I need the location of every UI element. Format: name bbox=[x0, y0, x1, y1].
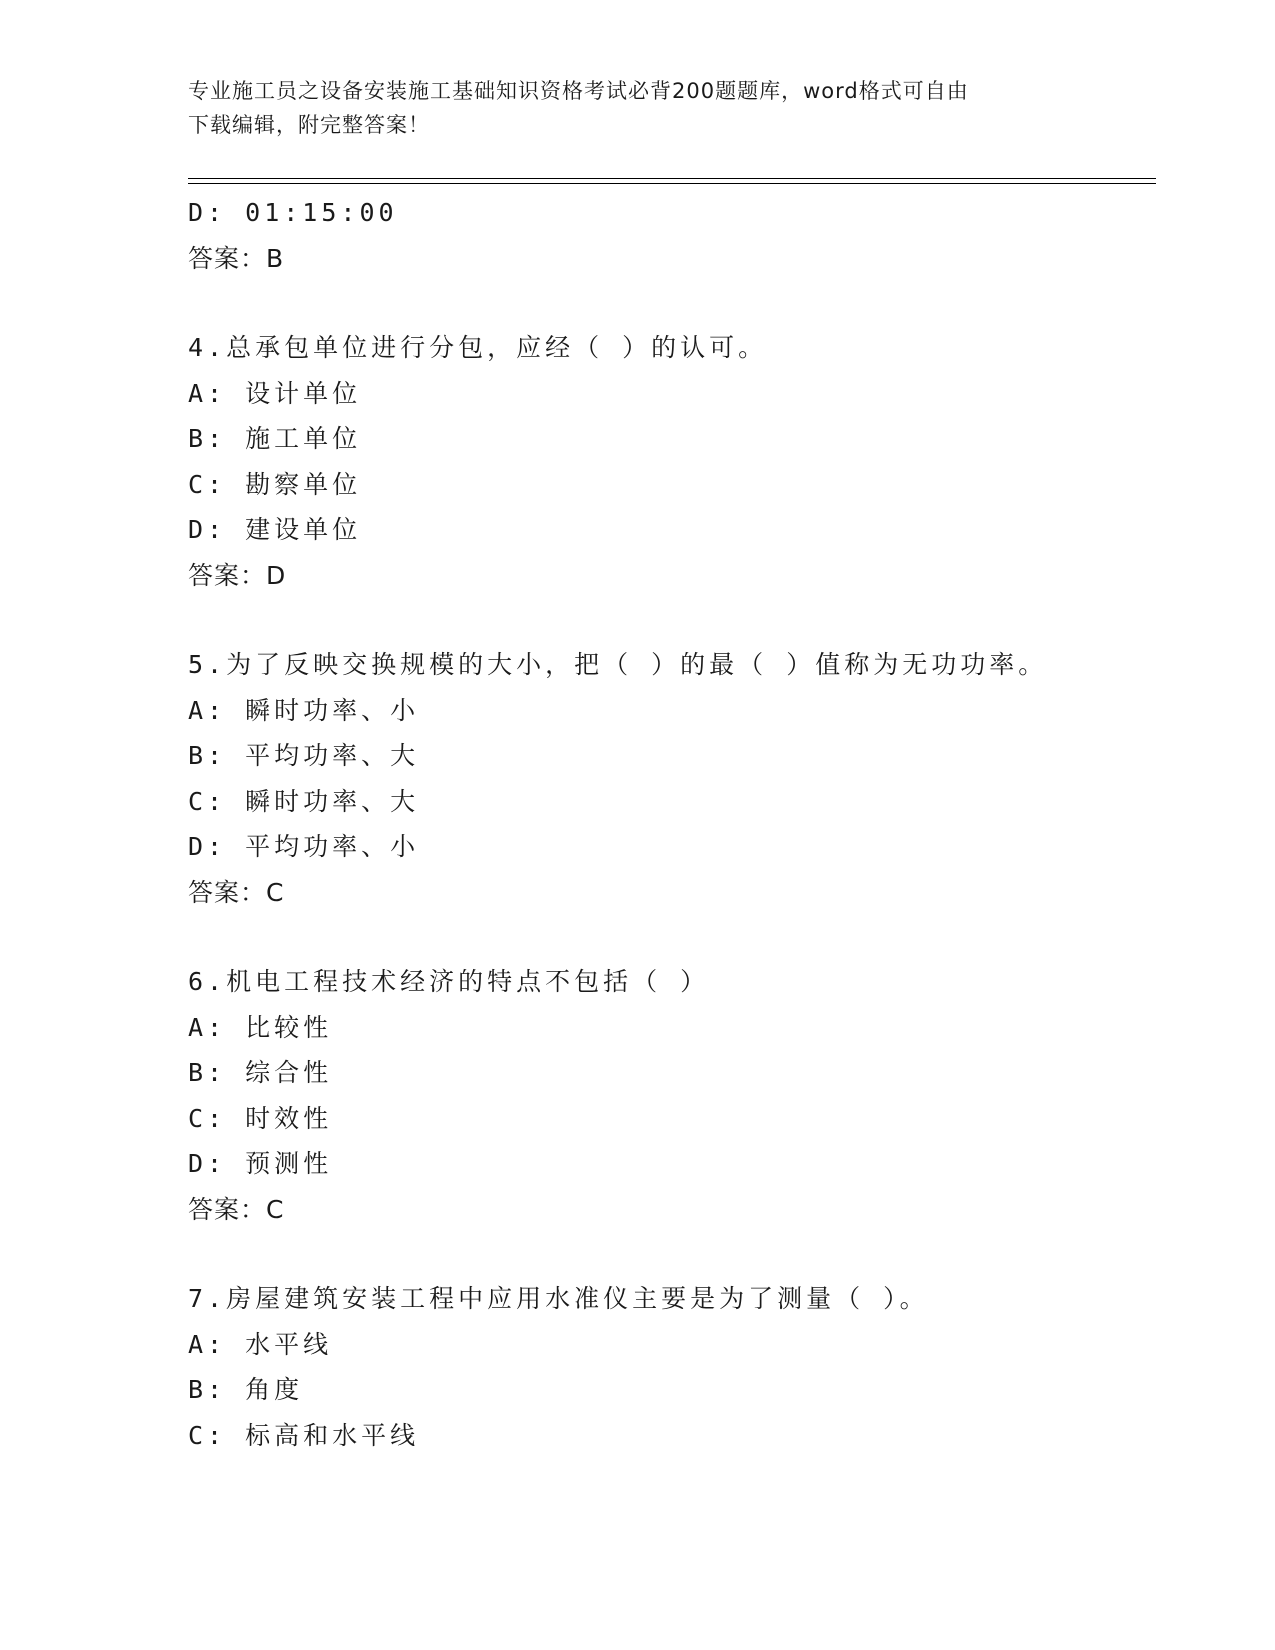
document-header bbox=[188, 74, 1088, 142]
question-list bbox=[188, 190, 1156, 1458]
spacer bbox=[188, 598, 1156, 642]
header-divider-bottom bbox=[188, 183, 1156, 184]
header-divider-top bbox=[188, 178, 1156, 179]
spacer bbox=[188, 1232, 1156, 1276]
answer-line: 答案：C bbox=[188, 1194, 285, 1224]
question-stem: 6.机电工程技术经济的特点不包括（ ） bbox=[188, 967, 710, 996]
spacer bbox=[188, 281, 1156, 325]
option-d: D: 平均功率、小 bbox=[188, 832, 420, 861]
header-line-1: 专业施工员之设备安装施工基础知识资格考试必背200题题库，word格式可自由 bbox=[188, 79, 969, 103]
question-stem: 5.为了反映交换规模的大小，把（ ）的最（ ）值称为无功功率。 bbox=[188, 650, 1048, 679]
option-c: C: 勘察单位 bbox=[188, 469, 362, 499]
option-d: D: 建设单位 bbox=[188, 515, 362, 544]
option-c: C: 时效性 bbox=[188, 1103, 333, 1133]
answer-line: 答案：C bbox=[188, 877, 285, 907]
option-b: B: 平均功率、大 bbox=[188, 741, 420, 770]
header-line-2: 下载编辑，附完整答案！ bbox=[188, 113, 430, 137]
option-b: B: 综合性 bbox=[188, 1058, 333, 1087]
option-d: D: 01:15:00 bbox=[188, 198, 398, 227]
option-a: A: 设计单位 bbox=[188, 378, 362, 408]
option-a: A: 瞬时功率、小 bbox=[188, 695, 420, 725]
option-c: C: 标高和水平线 bbox=[188, 1420, 420, 1450]
question-stem: 4.总承包单位进行分包，应经（ ）的认可。 bbox=[188, 333, 768, 362]
question-block-3-tail bbox=[188, 190, 1156, 281]
question-stem: 7.房屋建筑安装工程中应用水准仪主要是为了测量（ ）。 bbox=[188, 1284, 929, 1313]
question-block-5 bbox=[188, 642, 1156, 915]
option-a: A: 比较性 bbox=[188, 1012, 333, 1042]
option-d: D: 预测性 bbox=[188, 1149, 333, 1178]
option-b: B: 施工单位 bbox=[188, 424, 362, 453]
question-block-4 bbox=[188, 325, 1156, 598]
option-b: B: 角度 bbox=[188, 1375, 304, 1404]
answer-line: 答案：B bbox=[188, 243, 285, 273]
option-c: C: 瞬时功率、大 bbox=[188, 786, 420, 816]
question-block-7 bbox=[188, 1276, 1156, 1458]
option-a: A: 水平线 bbox=[188, 1329, 333, 1359]
question-block-6 bbox=[188, 959, 1156, 1232]
answer-line: 答案：D bbox=[188, 560, 287, 590]
spacer bbox=[188, 915, 1156, 959]
